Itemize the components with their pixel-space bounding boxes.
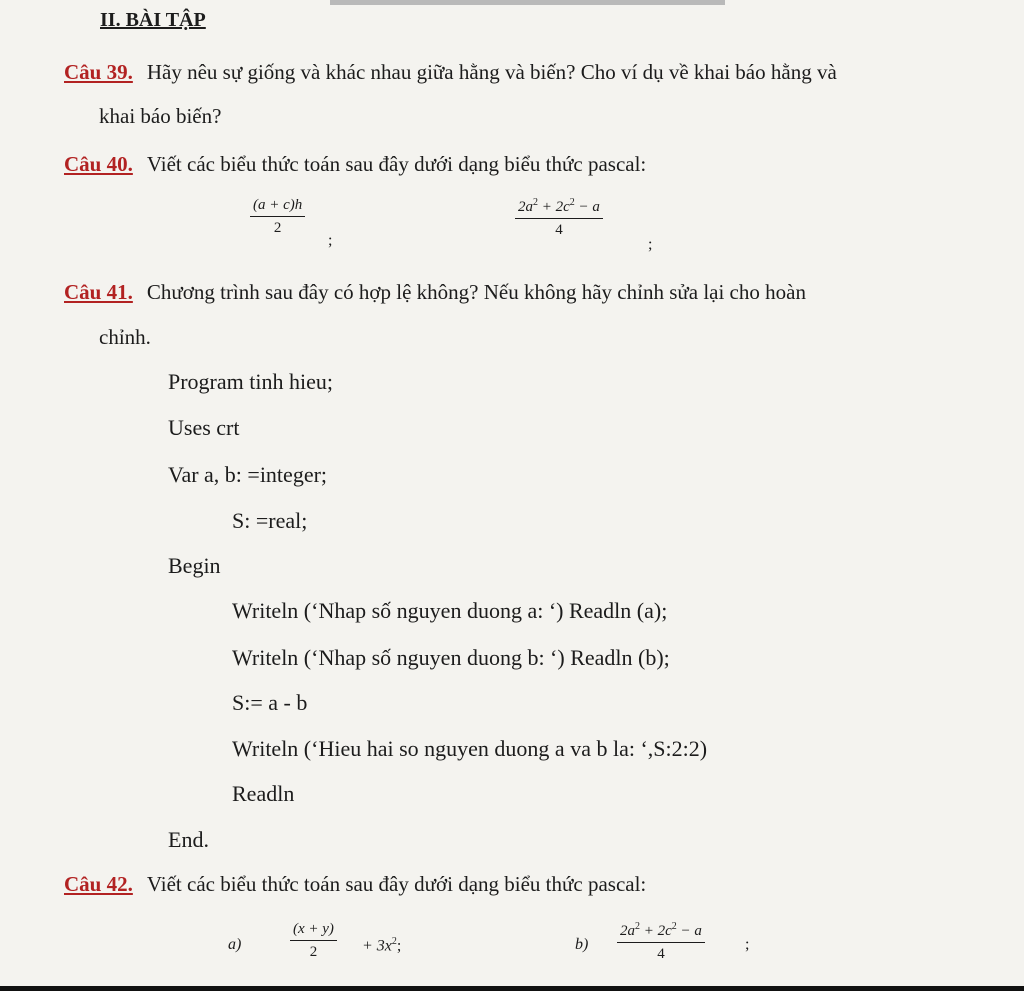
q42-fraction-a — [290, 922, 337, 960]
fraction-expr-2-semicolon: ; — [648, 236, 653, 253]
q42-fraction-b-denominator: 4 — [657, 946, 665, 962]
question-42-label: Câu 42. — [64, 872, 133, 896]
fraction-expr-2-term-a: 2a — [518, 199, 533, 215]
q42-fraction-b-sup-b: 2 — [671, 921, 677, 932]
code-line: Readln — [232, 781, 295, 806]
code-line: Uses crt — [168, 415, 240, 440]
code-line: Writeln (‘Hieu hai so nguyen duong a va b la: ‘,S:2:2) — [232, 736, 708, 761]
fraction-expr-2-term-b: + 2c — [538, 199, 570, 215]
fraction-expr-1-semicolon: ; — [328, 232, 333, 249]
fraction-expr-2-sup-b: 2 — [569, 197, 575, 208]
fraction-expr-1-numerator: (a + c)h — [253, 197, 303, 213]
q42-fraction-b-term-c: − a — [676, 923, 702, 939]
fraction-expr-2 — [515, 198, 603, 238]
fraction-expr-2-sup-a: 2 — [533, 197, 538, 208]
fraction-expr-2-denominator: 4 — [555, 222, 563, 238]
code-line: End. — [168, 827, 209, 852]
q42-part-a-semicolon: ; — [396, 937, 402, 955]
code-line: Begin — [168, 553, 221, 578]
q42-part-a-rest — [362, 936, 401, 955]
q42-fraction-b — [617, 922, 705, 962]
question-39-line2: khai báo biến? — [99, 104, 222, 128]
question-41-line2: chỉnh. — [99, 325, 151, 349]
question-39-label: Câu 39. — [64, 60, 133, 84]
code-line: Writeln (‘Nhap số nguyen duong b: ‘) Readln (b); — [232, 645, 670, 670]
code-line: Writeln (‘Nhap số nguyen duong a: ‘) Readln (a); — [232, 598, 668, 623]
q42-part-b-semicolon: ; — [745, 936, 750, 953]
code-line: S:= a - b — [232, 690, 308, 715]
q42-part-b-label: b) — [575, 936, 589, 953]
q42-fraction-a-numerator: (x + y) — [293, 921, 334, 937]
question-40 — [64, 152, 646, 177]
q42-part-a-term: + 3x — [362, 937, 392, 955]
bottom-edge-bar — [0, 986, 1024, 991]
q42-fraction-b-term-a: 2a — [620, 923, 635, 939]
fraction-expr-2-term-c: − a — [574, 199, 600, 215]
code-line: Program tinh hieu; — [168, 369, 333, 394]
top-cropped-header-line — [330, 0, 725, 5]
q42-part-a-label: a) — [228, 936, 242, 953]
question-40-text: Viết các biểu thức toán sau đây dưới dạng biểu thức pascal: — [146, 152, 647, 176]
question-39-line1: Hãy nêu sự giống và khác nhau giữa hằng và biến? Cho ví dụ về khai báo hằng và — [146, 60, 837, 84]
section-title: II. BÀI TẬP — [100, 9, 206, 31]
question-41-label: Câu 41. — [64, 280, 133, 304]
code-line: S: =real; — [232, 508, 308, 533]
fraction-expr-1-denominator: 2 — [273, 220, 282, 236]
code-line: Var a, b: =integer; — [168, 462, 328, 487]
q42-fraction-b-term-b: + 2c — [640, 923, 672, 939]
question-42 — [64, 872, 646, 897]
question-42-text: Viết các biểu thức toán sau đây dưới dạng biểu thức pascal: — [146, 872, 647, 896]
question-40-label: Câu 40. — [64, 152, 133, 176]
question-41-line1: Chương trình sau đây có hợp lệ không? Nếu không hãy chỉnh sửa lại cho hoàn — [146, 280, 806, 304]
q42-part-a-sup: 2 — [391, 936, 397, 947]
question-39 — [64, 60, 837, 85]
q42-fraction-b-sup-a: 2 — [635, 921, 640, 932]
question-41 — [64, 280, 806, 305]
fraction-expr-1 — [250, 198, 305, 236]
q42-fraction-a-denominator: 2 — [309, 944, 318, 960]
